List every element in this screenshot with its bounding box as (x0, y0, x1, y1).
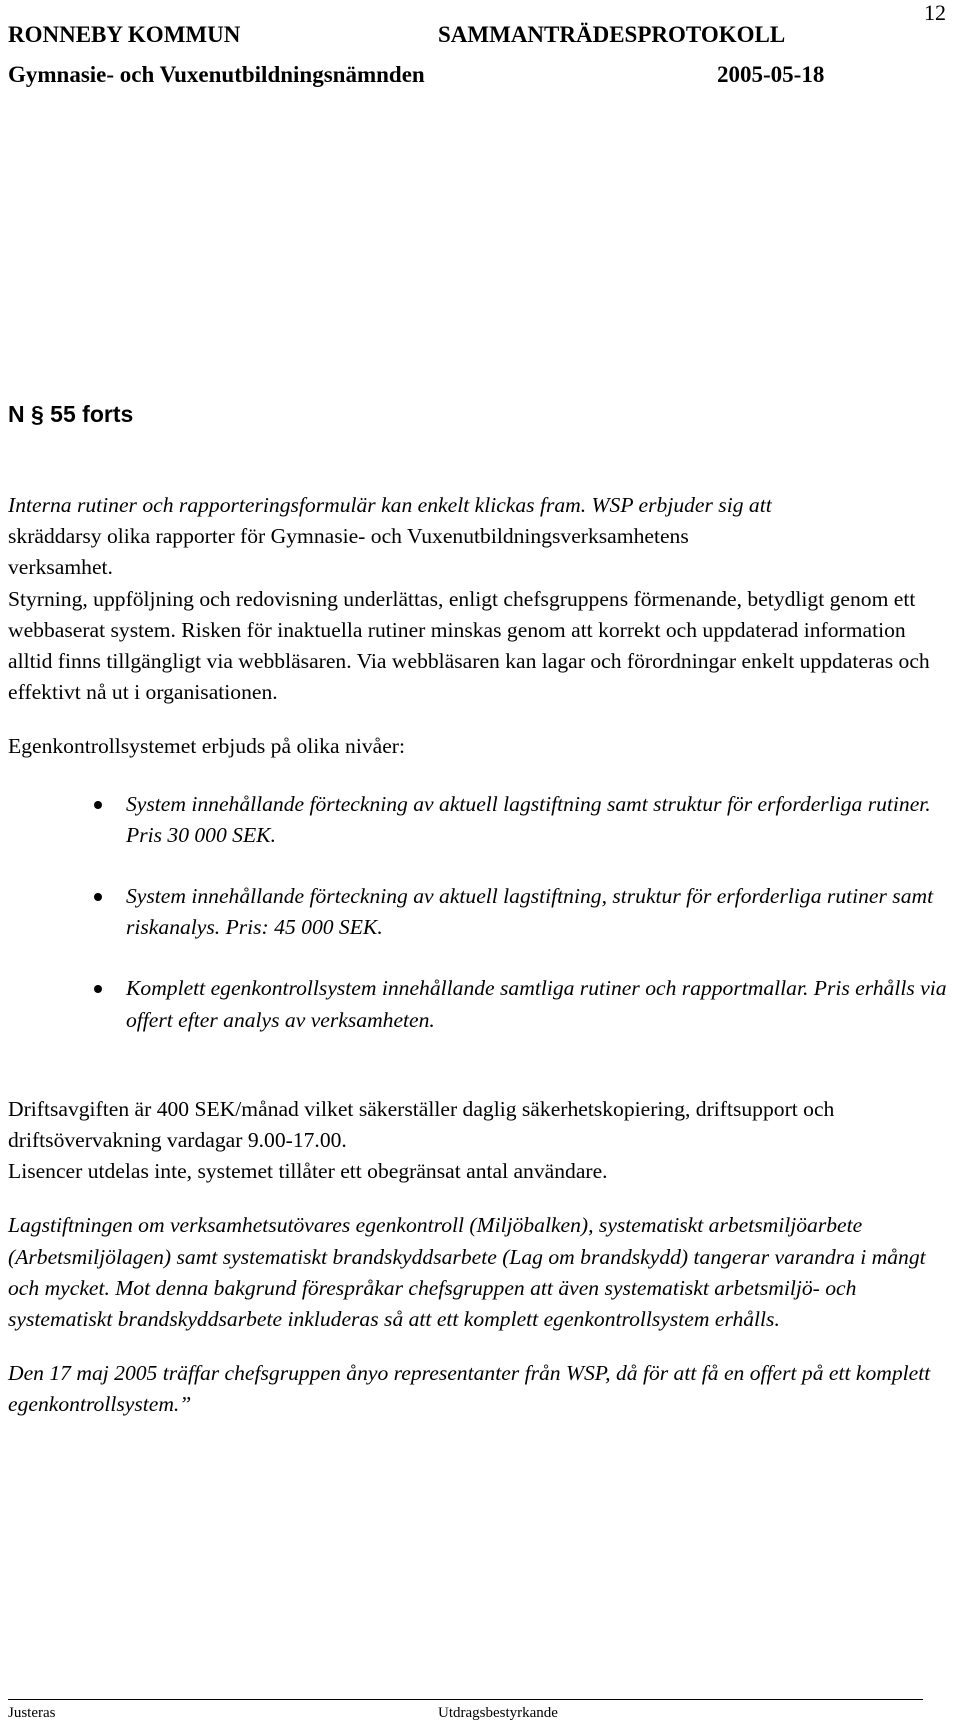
paragraph-levels-intro: Egenkontrollsystemet erbjuds på olika nivåer: (8, 734, 405, 759)
bullet-icon (94, 801, 102, 809)
paragraph-line: skräddarsy olika rapporter för Gymnasie- och Vuxenutbildningsverksamhetens (8, 524, 689, 549)
list-item-text: Komplett egenkontrollsystem innehållande samtliga rutiner och rapportmallar. Pris erhålls via offert efter analys av verksamheten. (126, 976, 947, 1032)
bullet-icon (94, 893, 102, 901)
list-item (8, 881, 953, 943)
paragraph-control: Styrning, uppföljning och redovisning underlättas, enligt chefsgruppens förmenande, betydligt genom ett webbaserat system. Risken för inaktuella rutiner minskas genom att korrekt och uppdaterad information alltid finns tillgängligt via webbläsaren. Via webbläsaren kan lagar och förordningar enkelt uppdateras och effektivt nå ut i organisationen. (8, 586, 930, 705)
offer-levels-list (8, 789, 953, 1036)
section-heading: N § 55 forts (8, 401, 134, 427)
document-body (8, 490, 953, 1421)
page-number: 12 (924, 0, 946, 25)
list-item (8, 789, 953, 851)
paragraph-line: Interna rutiner och rapporteringsformulär kan enkelt klickas fram. WSP erbjuder sig att (8, 493, 772, 517)
footer-certification-label: Utdragsbestyrkande (438, 1705, 558, 1721)
footer-divider (8, 1699, 923, 1700)
paragraph-legislation: Lagstiftningen om verksamhetsutövares egenkontroll (Miljöbalken), systematiskt arbetsmiljöarbete (Arbetsmiljölagen) samt systematiskt brandskyddsarbete (Lag om brandskydd) tangerar varandra i mångt och mycket. Mot denna bakgrund förespråkar chefsgruppen att även systematiskt arbetsmiljö- och systematiskt brandskyddsarbete inkluderas så att ett komplett egenkontrollsystem erhålls. (8, 1213, 926, 1332)
footer-justeras-label: Justeras (8, 1705, 56, 1721)
paragraph-licenses: Lisencer utdelas inte, systemet tillåter ett obegränsat antal användare. (8, 1159, 608, 1184)
paragraph-meeting: Den 17 maj 2005 träffar chefsgruppen ånyo representanter från WSP, då för att få en offert på ett komplett egenkontrollsystem.” (8, 1361, 931, 1417)
bullet-icon (94, 985, 102, 993)
meeting-date: 2005-05-18 (717, 62, 825, 87)
paragraph-operating-fee: Driftsavgiften är 400 SEK/månad vilket säkerställer daglig säkerhetskopiering, driftsupport och driftsövervakning vardagar 9.00-17.00. (8, 1096, 835, 1153)
paragraph-intro-routines (8, 490, 953, 584)
document-type: SAMMANTRÄDESPROTOKOLL (438, 22, 786, 47)
list-item (8, 973, 953, 1035)
list-item-text: System innehållande förteckning av aktuell lagstiftning samt struktur för erforderliga rutiner. Pris 30 000 SEK. (126, 791, 931, 847)
municipality-name: RONNEBY KOMMUN (8, 22, 241, 47)
list-item-text: System innehållande förteckning av aktuell lagstiftning, struktur för erforderliga rutiner samt riskanalys. Pris: 45 000 SEK. (126, 884, 934, 940)
paragraph-line: verksamhet. (8, 555, 113, 580)
committee-name: Gymnasie- och Vuxenutbildningsnämnden (8, 62, 425, 87)
